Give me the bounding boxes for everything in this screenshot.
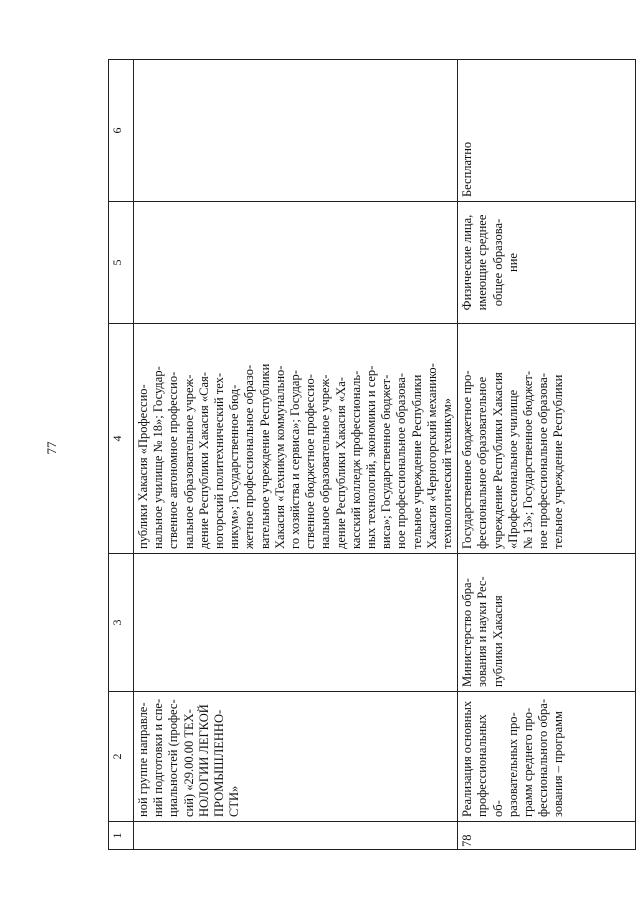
table-row — [458, 60, 636, 850]
row-number-cell: 78 — [458, 822, 636, 850]
cost-cell: Бесплатно — [458, 60, 636, 202]
authority-cell — [134, 554, 458, 692]
header-col-4: 4 — [109, 324, 134, 554]
header-col-1: 1 — [109, 822, 134, 850]
header-col-3: 3 — [109, 554, 134, 692]
services-table — [108, 59, 636, 850]
consumers-cell — [134, 202, 458, 324]
institutions-cell: Государственное бюджетное про- фессиональное образовательное учреждение Республики Хакасия «Профессиональное училище № 13»; Государственное бюджет- ное профессиональное образова- тельное учреждение Республики — [458, 324, 636, 554]
cost-cell — [134, 60, 458, 202]
row-number-cell — [134, 822, 458, 850]
institutions-cell: публики Хакасия «Профессио- нальное училище № 18»; Государ- ственное автономное профессио- нальное образовательное учреж- дение Республики Хакасия «Сая- ногорский политехнический тех- никум»; Государственное бюд- жетное профессиональное образо- вательное учреждение Республики Хакасия «Техникум коммунально- го хозяйства и сервиса»; Государ- ственное бюджетное профессио- нальное образовательное учреж- дение Республики Хакасия «Ха- касский колледж профессиональ- ных технологий, экономики и сер- виса»; Государственное бюджет- ное профессиональное образова- тельное учреждение Республики Хакасия «Черногорский механико- технологический техникум» — [134, 324, 458, 554]
header-row — [109, 60, 134, 850]
table-row — [134, 60, 458, 850]
page-number: 77 — [44, 441, 59, 455]
service-name-cell: ной группе направле- ний подготовки и спе- циальностей (профес- сий) «29.00.00 ТЕХ- НОЛОГИИ ЛЕГКОЙ ПРОМЫШЛЕННО- СТИ» — [134, 692, 458, 822]
header-col-5: 5 — [109, 202, 134, 324]
header-col-6: 6 — [109, 60, 134, 202]
rotated-table-container — [108, 60, 636, 850]
authority-cell: Министерство обра- зования и науки Рес- публики Хакасия — [458, 554, 636, 692]
service-name-cell: Реализация основных профессиональных об- разовательных про- грамм среднего про- фессионального обра- зования – программ — [458, 692, 636, 822]
consumers-cell: Физические лица, имеющие среднее общее образова- ние — [458, 202, 636, 324]
table-wrapper — [108, 60, 636, 850]
header-col-2: 2 — [109, 692, 134, 822]
